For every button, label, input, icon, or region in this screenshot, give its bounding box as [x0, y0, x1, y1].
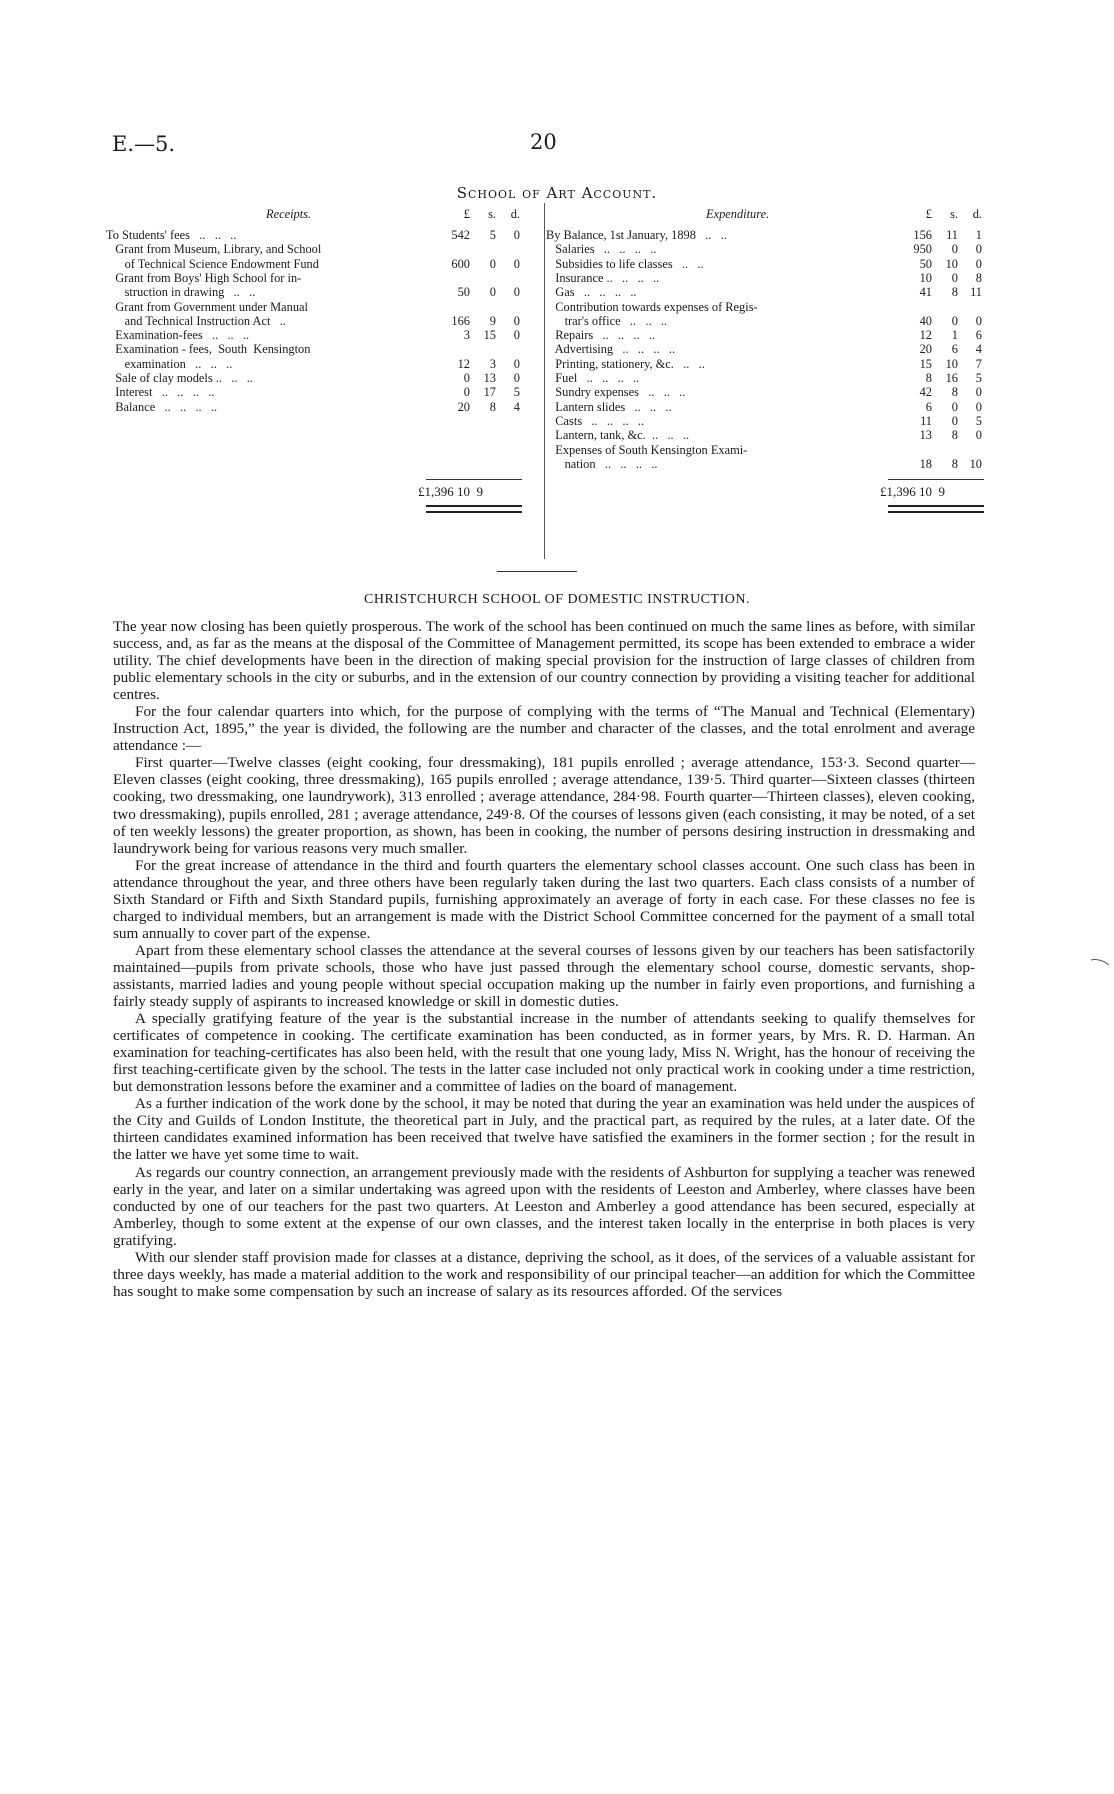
pounds-value: 8	[925, 371, 932, 385]
shillings-value: 8	[951, 285, 958, 300]
paragraph: The year now closing has been quietly prosperous. The work of the school has been continued on much the same lines as before, with similar success, and, as far as the means at the disposal of the Committee of Management permitted, its scope has been extended to embrace a wider utility. The chief developments have been in the direction of making special provision for the instruction of large classes of children from public elementary schools in the city or suburbs, and in the extension of our country connection by providing a visiting teacher for additional centres.	[113, 618, 975, 704]
expenditure-total-double-rule	[888, 505, 984, 513]
pounds-value: 42	[919, 385, 932, 400]
pounds-value: 12	[919, 328, 932, 343]
receipts-row-label: Balance .. .. .. ..	[106, 399, 218, 414]
receipts-row-label: Grant from Government under Manual	[106, 299, 308, 314]
pence-value: 0	[513, 313, 520, 328]
document-code: E.—5.	[112, 132, 176, 156]
shillings-value: 15	[483, 328, 496, 343]
expenditure-total: £1,396 10 9	[880, 484, 945, 499]
expenditure-row-label: Casts .. .. .. ..	[546, 413, 645, 428]
page-number: 20	[530, 130, 557, 154]
pence-value: 0	[513, 285, 520, 300]
pounds-value: 166	[451, 313, 470, 328]
pence-value: 11	[970, 285, 982, 300]
shillings-value: 16	[945, 371, 958, 385]
expenditure-row-label: Expenses of South Kensington Exami-	[546, 442, 748, 457]
receipts-row-label: Sale of clay models .. .. ..	[106, 371, 253, 385]
pence-value: 4	[513, 399, 520, 414]
shillings-value: 8	[951, 385, 958, 400]
pence-value: 5	[513, 385, 520, 400]
receipts-row-label: examination .. .. ..	[106, 356, 233, 371]
shillings-header: s.	[950, 207, 958, 221]
shillings-value: 5	[489, 228, 496, 242]
pounds-value: 156	[913, 228, 932, 242]
expenditure-row-label: Lantern, tank, &c. .. .. ..	[546, 428, 690, 443]
pence-header: d.	[972, 207, 982, 221]
shillings-value: 8	[951, 428, 958, 443]
pounds-value: 18	[919, 456, 932, 471]
pounds-value: 6	[925, 399, 932, 414]
pounds-value: 41	[919, 285, 932, 300]
account-title: School of Art Account.	[456, 184, 658, 202]
expenditure-row-label: Fuel .. .. .. ..	[546, 371, 640, 385]
expenditure-heading: Expenditure.	[706, 207, 770, 221]
pence-value: 0	[513, 328, 520, 343]
receipts-row-label: of Technical Science Endowment Fund	[106, 256, 319, 271]
pounds-value: 542	[451, 228, 470, 242]
pounds-value: 600	[451, 256, 470, 271]
expenditure-row-label: Printing, stationery, &c. .. ..	[546, 356, 705, 371]
pence-header: d.	[510, 207, 520, 221]
pence-value: 0	[975, 313, 982, 328]
pence-value: 0	[513, 356, 520, 371]
shillings-header: s.	[488, 207, 496, 221]
pounds-header: £	[925, 207, 932, 221]
receipts-total-rule	[426, 479, 522, 480]
paragraph: First quarter—Twelve classes (eight cooking, four dressmaking), 181 pupils enrolled ; average attendance, 153·3. Second quarter—Eleven classes (eight cooking, three dressmaking), 165 pupils enrolled ; average attendance, 139·5. Third quarter—Sixteen classes (thirteen cooking, two dressmaking, one laundrywork), 313 enrolled ; average attendance, 284·98. Fourth quarter—Thirteen classes), eleven cooking, two dressmaking), pupils enrolled, 281 ; average attendance, 249·8. Of the courses of lessons given (each consisting, it may be noted, of a set of ten weekly lessons) the greater proportion, as shown, has been in cooking, the number of persons desiring instruction in dressmaking and laundrywork being for various reasons very much smaller.	[113, 754, 975, 857]
pounds-header: £	[463, 207, 470, 221]
pence-value: 0	[513, 256, 520, 271]
pence-value: 0	[975, 256, 982, 271]
pence-value: 0	[975, 399, 982, 414]
shillings-value: 0	[951, 242, 958, 257]
column-divider	[544, 203, 545, 559]
pounds-value: 11	[920, 413, 932, 428]
receipts-row-label: To Students' fees .. .. ..	[106, 228, 237, 242]
pence-value: 1	[975, 228, 982, 242]
expenditure-row-label: nation .. .. .. ..	[546, 456, 658, 471]
shillings-value: 0	[951, 413, 958, 428]
expenditure-row-label: trar's office .. .. ..	[546, 313, 668, 328]
expenditure-row-label: Insurance .. .. .. ..	[546, 270, 660, 285]
pence-value: 7	[975, 356, 982, 371]
pounds-value: 50	[919, 256, 932, 271]
pence-value: 5	[975, 371, 982, 385]
receipts-row-label: struction in drawing .. ..	[106, 285, 256, 300]
receipts-total-double-rule	[426, 505, 522, 513]
shillings-value: 13	[483, 371, 496, 385]
shillings-value: 10	[945, 356, 958, 371]
paragraph: For the four calendar quarters into which, for the purpose of complying with the terms of “The Manual and Technical (Elementary) Instruction Act, 1895,” the year is divided, the following are the number and character of the classes, and the total enrolment and average attendance :—	[113, 703, 975, 755]
receipts-row-label: and Technical Instruction Act ..	[106, 313, 286, 328]
shillings-value: 9	[489, 313, 496, 328]
pounds-value: 20	[919, 342, 932, 357]
shillings-value: 0	[951, 313, 958, 328]
expenditure-row-label: Gas .. .. .. ..	[546, 285, 637, 300]
paragraph: A specially gratifying feature of the year is the substantial increase in the number of attendants seeking to qualify themselves for certificates of competence in cooking. The certificate examination has been conducted, as in former years, by Mrs. R. D. Harman. An examination for teaching-certificates has also been held, with the result that one young lady, Miss N. Wright, has the honour of receiving the first teaching-certificate given by the school. The tests in the latter case included not only practical work in cooking under a time restriction, but demonstration lessons before the examiner and a committee of ladies on the board of management.	[113, 1010, 975, 1096]
section-separator	[497, 571, 577, 572]
shillings-value: 0	[489, 256, 496, 271]
expenditure-row-label: Lantern slides .. .. ..	[546, 399, 672, 414]
shillings-value: 0	[951, 399, 958, 414]
expenditure-row-label: Advertising .. .. .. ..	[546, 342, 676, 357]
pence-value: 0	[975, 242, 982, 257]
shillings-value: 11	[946, 228, 958, 242]
pence-value: 8	[975, 270, 982, 285]
expenditure-row-label: Repairs .. .. .. ..	[546, 328, 656, 343]
pounds-value: 50	[457, 285, 470, 300]
shillings-value: 17	[483, 385, 496, 400]
expenditure-row-label: Salaries .. .. .. ..	[546, 242, 657, 257]
receipts-row-label: Grant from Museum, Library, and School	[106, 242, 322, 257]
paragraph: As regards our country connection, an arrangement previously made with the residents of Ashburton for supplying a teacher was renewed early in the year, and later on a similar undertaking was agreed upon with the residents of Leeston and Amberley, where classes have been conducted by one of our teachers for the past two quarters. At Leeston and Amberley a good attendance has been secured, especially at Amberley, though to some extent at the expense of our own classes, and the interest taken locally in the enterprise in both places is very gratifying.	[113, 1163, 975, 1249]
pence-value: 4	[975, 342, 982, 357]
pounds-value: 10	[919, 270, 932, 285]
expenditure-row-label: Contribution towards expenses of Regis-	[546, 299, 758, 314]
paragraph: For the great increase of attendance in the third and fourth quarters the elementary school classes account. One such class has been in attendance throughout the year, and three others have been regularly taken during the last two quarters. Each class consists of a number of Sixth Standard or Fifth and Sixth Standard pupils, furnishing approximately an average of forty in each case. For these classes no fee is charged to individual members, but an arrangement is made with the District School Committee concerned for the payment of a small total sum annually to cover part of the expense.	[113, 856, 975, 942]
expenditure-row-label: Sundry expenses .. .. ..	[546, 385, 686, 400]
shillings-value: 8	[489, 399, 496, 414]
receipts-heading: Receipts.	[266, 207, 312, 221]
pounds-value: 15	[919, 356, 932, 371]
section-title: CHRISTCHURCH SCHOOL OF DOMESTIC INSTRUCTION.	[364, 592, 750, 607]
pounds-value: 0	[463, 385, 470, 400]
shillings-value: 10	[945, 256, 958, 271]
paragraph: As a further indication of the work done by the school, it may be noted that during the year an examination was held under the auspices of the City and Guilds of London Institute, the theoretical part in July, and the practical part, as required by the rules, at a later date. Of the thirteen candidates examined information has been received that twelve have satisfied the examiners in the former section ; for the result in the latter we have yet some time to wait.	[113, 1095, 975, 1164]
pounds-value: 13	[919, 428, 932, 443]
expenditure-row-label: By Balance, 1st January, 1898 .. ..	[546, 228, 727, 242]
receipts-row-label: Examination - fees, South Kensington	[106, 342, 311, 357]
shillings-value: 1	[951, 328, 958, 343]
shillings-value: 8	[951, 456, 958, 471]
account-table	[106, 203, 998, 559]
pence-value: 5	[975, 413, 982, 428]
pounds-value: 0	[463, 371, 470, 385]
shillings-value: 3	[489, 356, 496, 371]
pence-value: 0	[975, 428, 982, 443]
shillings-value: 6	[951, 342, 958, 357]
body-text	[113, 618, 975, 1300]
expenditure-total-rule	[888, 479, 984, 480]
pence-value: 10	[969, 456, 982, 471]
pounds-value: 40	[919, 313, 932, 328]
margin-mark-icon	[1090, 956, 1110, 968]
expenditure-row-label: Subsidies to life classes .. ..	[546, 256, 704, 271]
pence-value: 0	[975, 385, 982, 400]
pence-value: 6	[975, 328, 982, 343]
pounds-value: 20	[457, 399, 470, 414]
pounds-value: 12	[457, 356, 470, 371]
pounds-value: 950	[913, 242, 932, 257]
receipts-row-label: Grant from Boys' High School for in-	[106, 270, 302, 285]
receipts-row-label: Examination-fees .. .. ..	[106, 328, 250, 343]
paragraph: Apart from these elementary school classes the attendance at the several courses of lessons given by our teachers has been satisfactorily maintained—pupils from private schools, those who have just passed through the elementary school course, domestic servants, shop-assistants, married ladies and young people without special occupation making up the number in fairly even proportions, and furnishing a fairly steady supply of aspirants to increased knowledge or skill in domestic duties.	[113, 941, 975, 1011]
receipts-row-label: Interest .. .. .. ..	[106, 385, 215, 400]
receipts-total: £1,396 10 9	[418, 484, 483, 499]
shillings-value: 0	[489, 285, 496, 300]
shillings-value: 0	[951, 270, 958, 285]
pounds-value: 3	[463, 328, 470, 343]
pence-value: 0	[513, 228, 520, 242]
paragraph: With our slender staff provision made for classes at a distance, depriving the school, as it does, of the services of a valuable assistant for three days weekly, has made a material addition to the work and responsibility of our principal teacher—an addition for which the Committee has sought to make some compensation by such an increase of salary as its resources afforded. Of the services	[113, 1248, 975, 1300]
pence-value: 0	[513, 371, 520, 385]
